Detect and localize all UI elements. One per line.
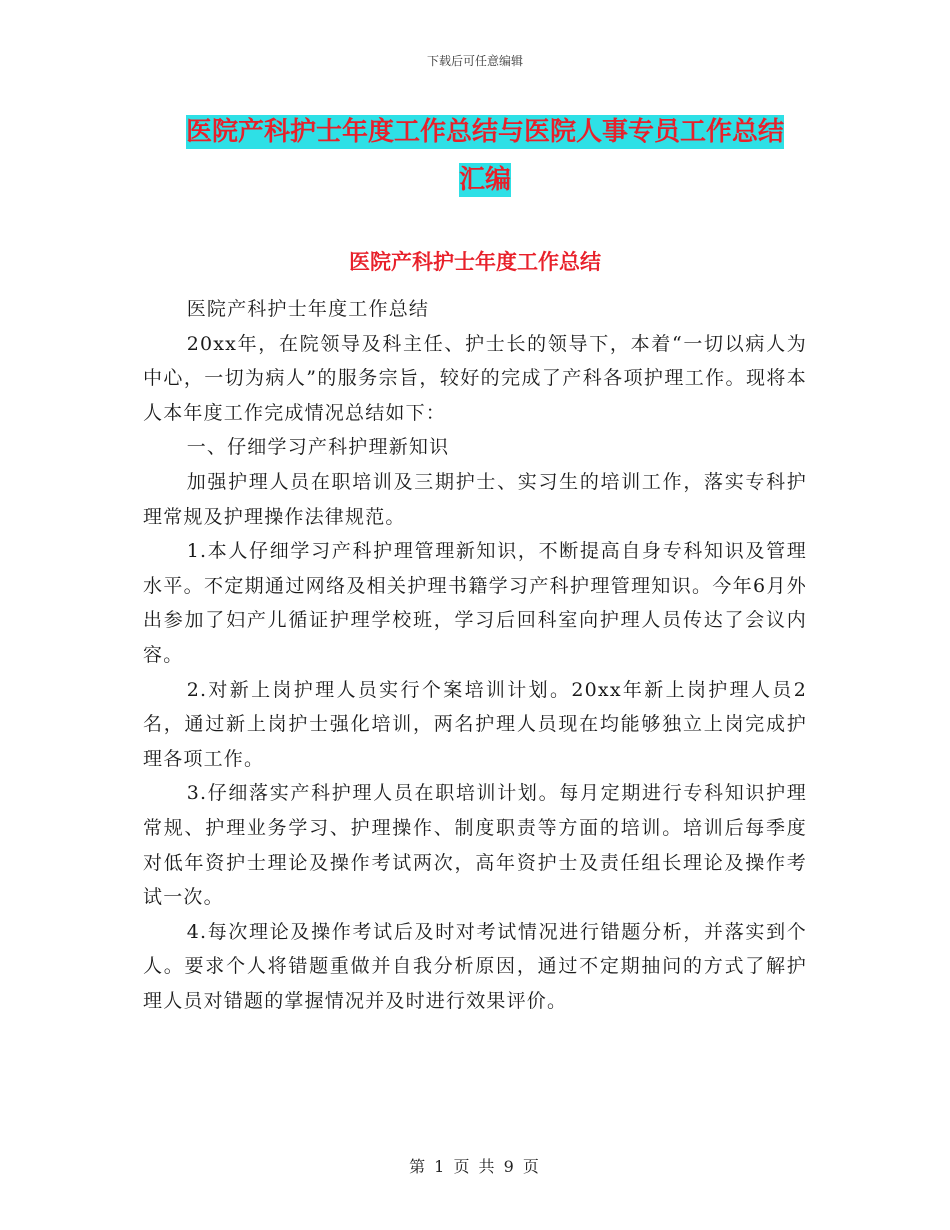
document-body [143,292,807,1018]
paragraph-section-one: 一、仔细学习产科护理新知识 [186,436,450,459]
document-title [150,108,820,204]
page-footer: 第 1 页 共 9 页 [409,1157,541,1176]
paragraph-intro: 20xx年，在院领导及科主任、护士长的领导下，本着“一切以病人为中心，一切为病人”的服务宗旨，较好的完成了产科各项护理工作。现将本人本年度工作完成情况总结如下： [143,332,807,424]
paragraph-item-4: 4.每次理论及操作考试后及时对考试情况进行错题分析，并落实到个人。要求个人将错题重做并自我分析原因，通过不定期抽问的方式了解护理人员对错题的掌握情况并及时进行效果评价。 [143,920,807,1012]
document-title-line1: 医院产科护士年度工作总结与医院人事专员工作总结 [185,117,784,147]
paragraph-heading: 医院产科护士年度工作总结 [186,298,430,320]
section-title: 医院产科护士年度工作总结 [349,250,601,274]
document-title-line2: 汇编 [458,165,511,195]
paragraph-item-1: 1.本人仔细学习产科护理管理新知识，不断提高自身专科知识及管理水平。不定期通过网络及相关护理书籍学习产科护理管理知识。今年6月外出参加了妇产儿循证护理学校班，学习后回科室向护理人员传达了会议内容。 [143,540,807,666]
paragraph-item-3: 3.仔细落实产科护理人员在职培训计划。每月定期进行专科知识护理常规、护理业务学习、护理操作、制度职责等方面的培训。培训后每季度对低年资护士理论及操作考试两次，高年资护士及责任组长理论及操作考试一次。 [143,782,807,909]
paragraph-item-2: 2.对新上岗护理人员实行个案培训计划。20xx年新上岗护理人员2名，通过新上岗护士强化培训，两名护理人员现在均能够独立上岗完成护理各项工作。 [143,678,807,770]
paragraph-training: 加强护理人员在职培训及三期护士、实习生的培训工作，落实专科护理常规及护理操作法律规范。 [143,470,807,528]
page-header-note: 下载后可任意编辑 [426,54,523,68]
